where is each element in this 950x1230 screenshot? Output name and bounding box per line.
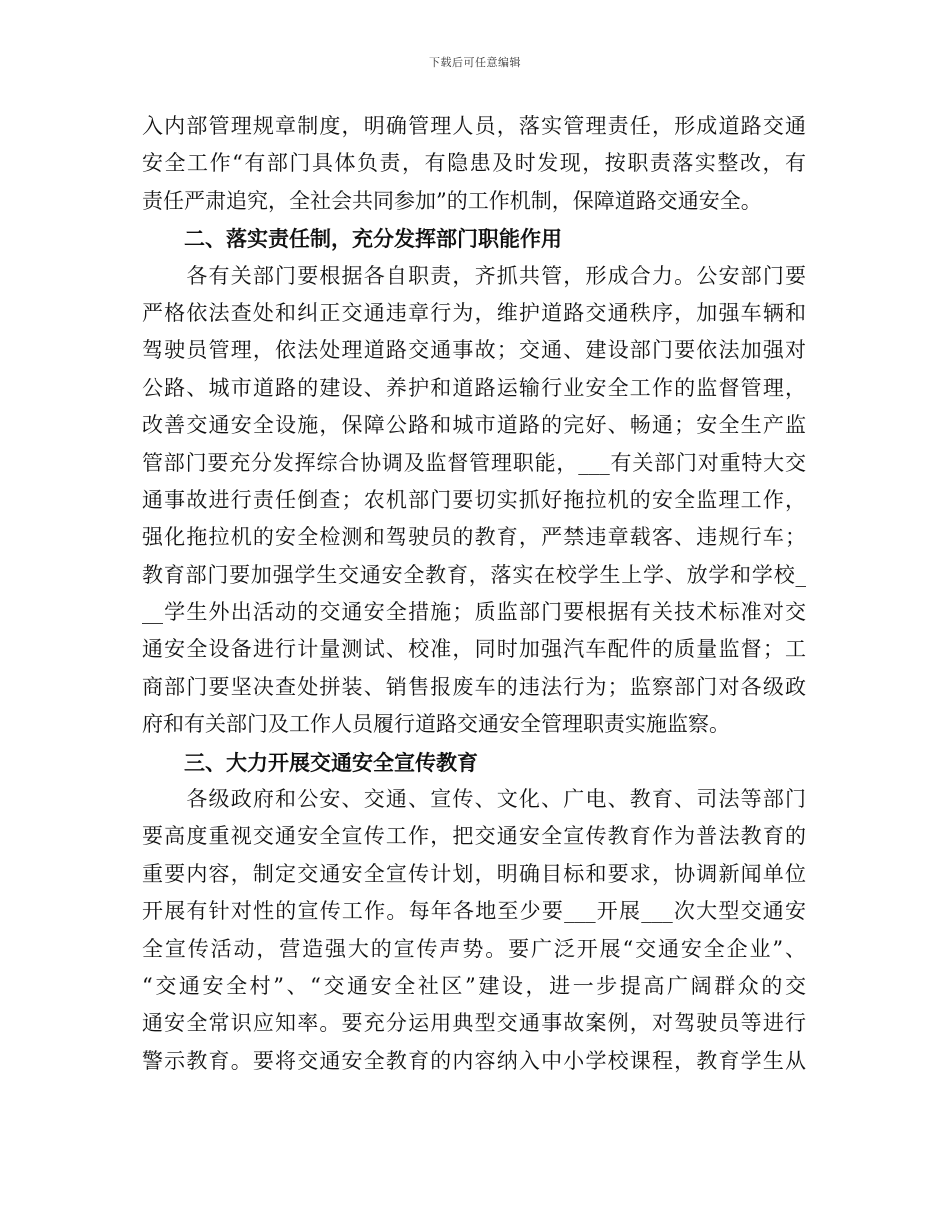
body-line: 通安全常识应知率。要充分运用典型交通事故案例，对驾驶员等进行 [142,1011,806,1036]
body-line: 警示教育。要将交通安全教育的内容纳入中小学校课程，教育学生从 [142,1048,806,1073]
page-header: 下载后可任意编辑 [429,56,521,69]
document-body [142,108,806,1080]
body-line: 严格依法查处和纠正交通违章行为，维护道路交通秩序，加强车辆和 [142,300,806,325]
body-line: 驾驶员管理，依法处理道路交通事故；交通、建设部门要依法加强对 [142,338,806,363]
body-line: 教育部门要加强学生交通安全教育，落实在校学生上学、放学和学校_ [142,562,806,587]
body-line: 责任严肃追究，全社会共同参加”的工作机制，保障道路交通安全。 [142,188,762,213]
body-line: 安全工作“有部门具体负责，有隐患及时发现，按职责落实整改，有 [142,151,806,176]
body-line: 通安全设备进行计量测试、校准，同时加强汽车配件的质量监督；工 [142,637,806,662]
body-line: 全宣传活动，营造强大的宣传声势。要广泛开展“交通安全企业”、 [142,936,806,961]
section-heading: 二、落实责任制，充分发挥部门职能作用 [184,226,562,252]
body-line: 强化拖拉机的安全检测和驾驶员的教育，严禁违章载客、违规行车； [142,525,806,550]
body-line: 各有关部门要根据各自职责，齐抓共管，形成合力。公安部门要 [142,263,806,288]
body-line: 各级政府和公安、交通、宣传、文化、广电、教育、司法等部门 [142,787,806,812]
body-line: 商部门要坚决查处拼装、销售报废车的违法行为；监察部门对各级政 [142,674,806,699]
body-line: 要高度重视交通安全宣传工作，把交通安全宣传教育作为普法教育的 [142,824,806,849]
body-line: 开展有针对性的宣传工作。每年各地至少要___开展___次大型交通安 [142,899,806,924]
body-line: 入内部管理规章制度，明确管理人员，落实管理责任，形成道路交通 [142,114,806,138]
body-line: 管部门要充分发挥综合协调及监督管理职能，___有关部门对重特大交 [142,450,806,475]
body-line: “交通安全村”、“交通安全社区”建设，进一步提高广阔群众的交 [142,973,806,998]
body-line: 改善交通安全设施，保障公路和城市道路的完好、畅通；安全生产监 [142,413,806,438]
section-heading: 三、大力开展交通安全宣传教育 [184,749,478,775]
body-line: 府和有关部门及工作人员履行道路交通安全管理职责实施监察。 [142,712,730,737]
body-line: 通事故进行责任倒查；农机部门要切实抓好拖拉机的安全监理工作， [142,487,806,512]
body-line: __学生外出活动的交通安全措施；质监部门要根据有关技术标准对交 [142,600,806,625]
body-line: 重要内容，制定交通安全宣传计划，明确目标和要求，协调新闻单位 [142,861,806,886]
body-line: 公路、城市道路的建设、养护和道路运输行业安全工作的监督管理， [142,375,806,400]
